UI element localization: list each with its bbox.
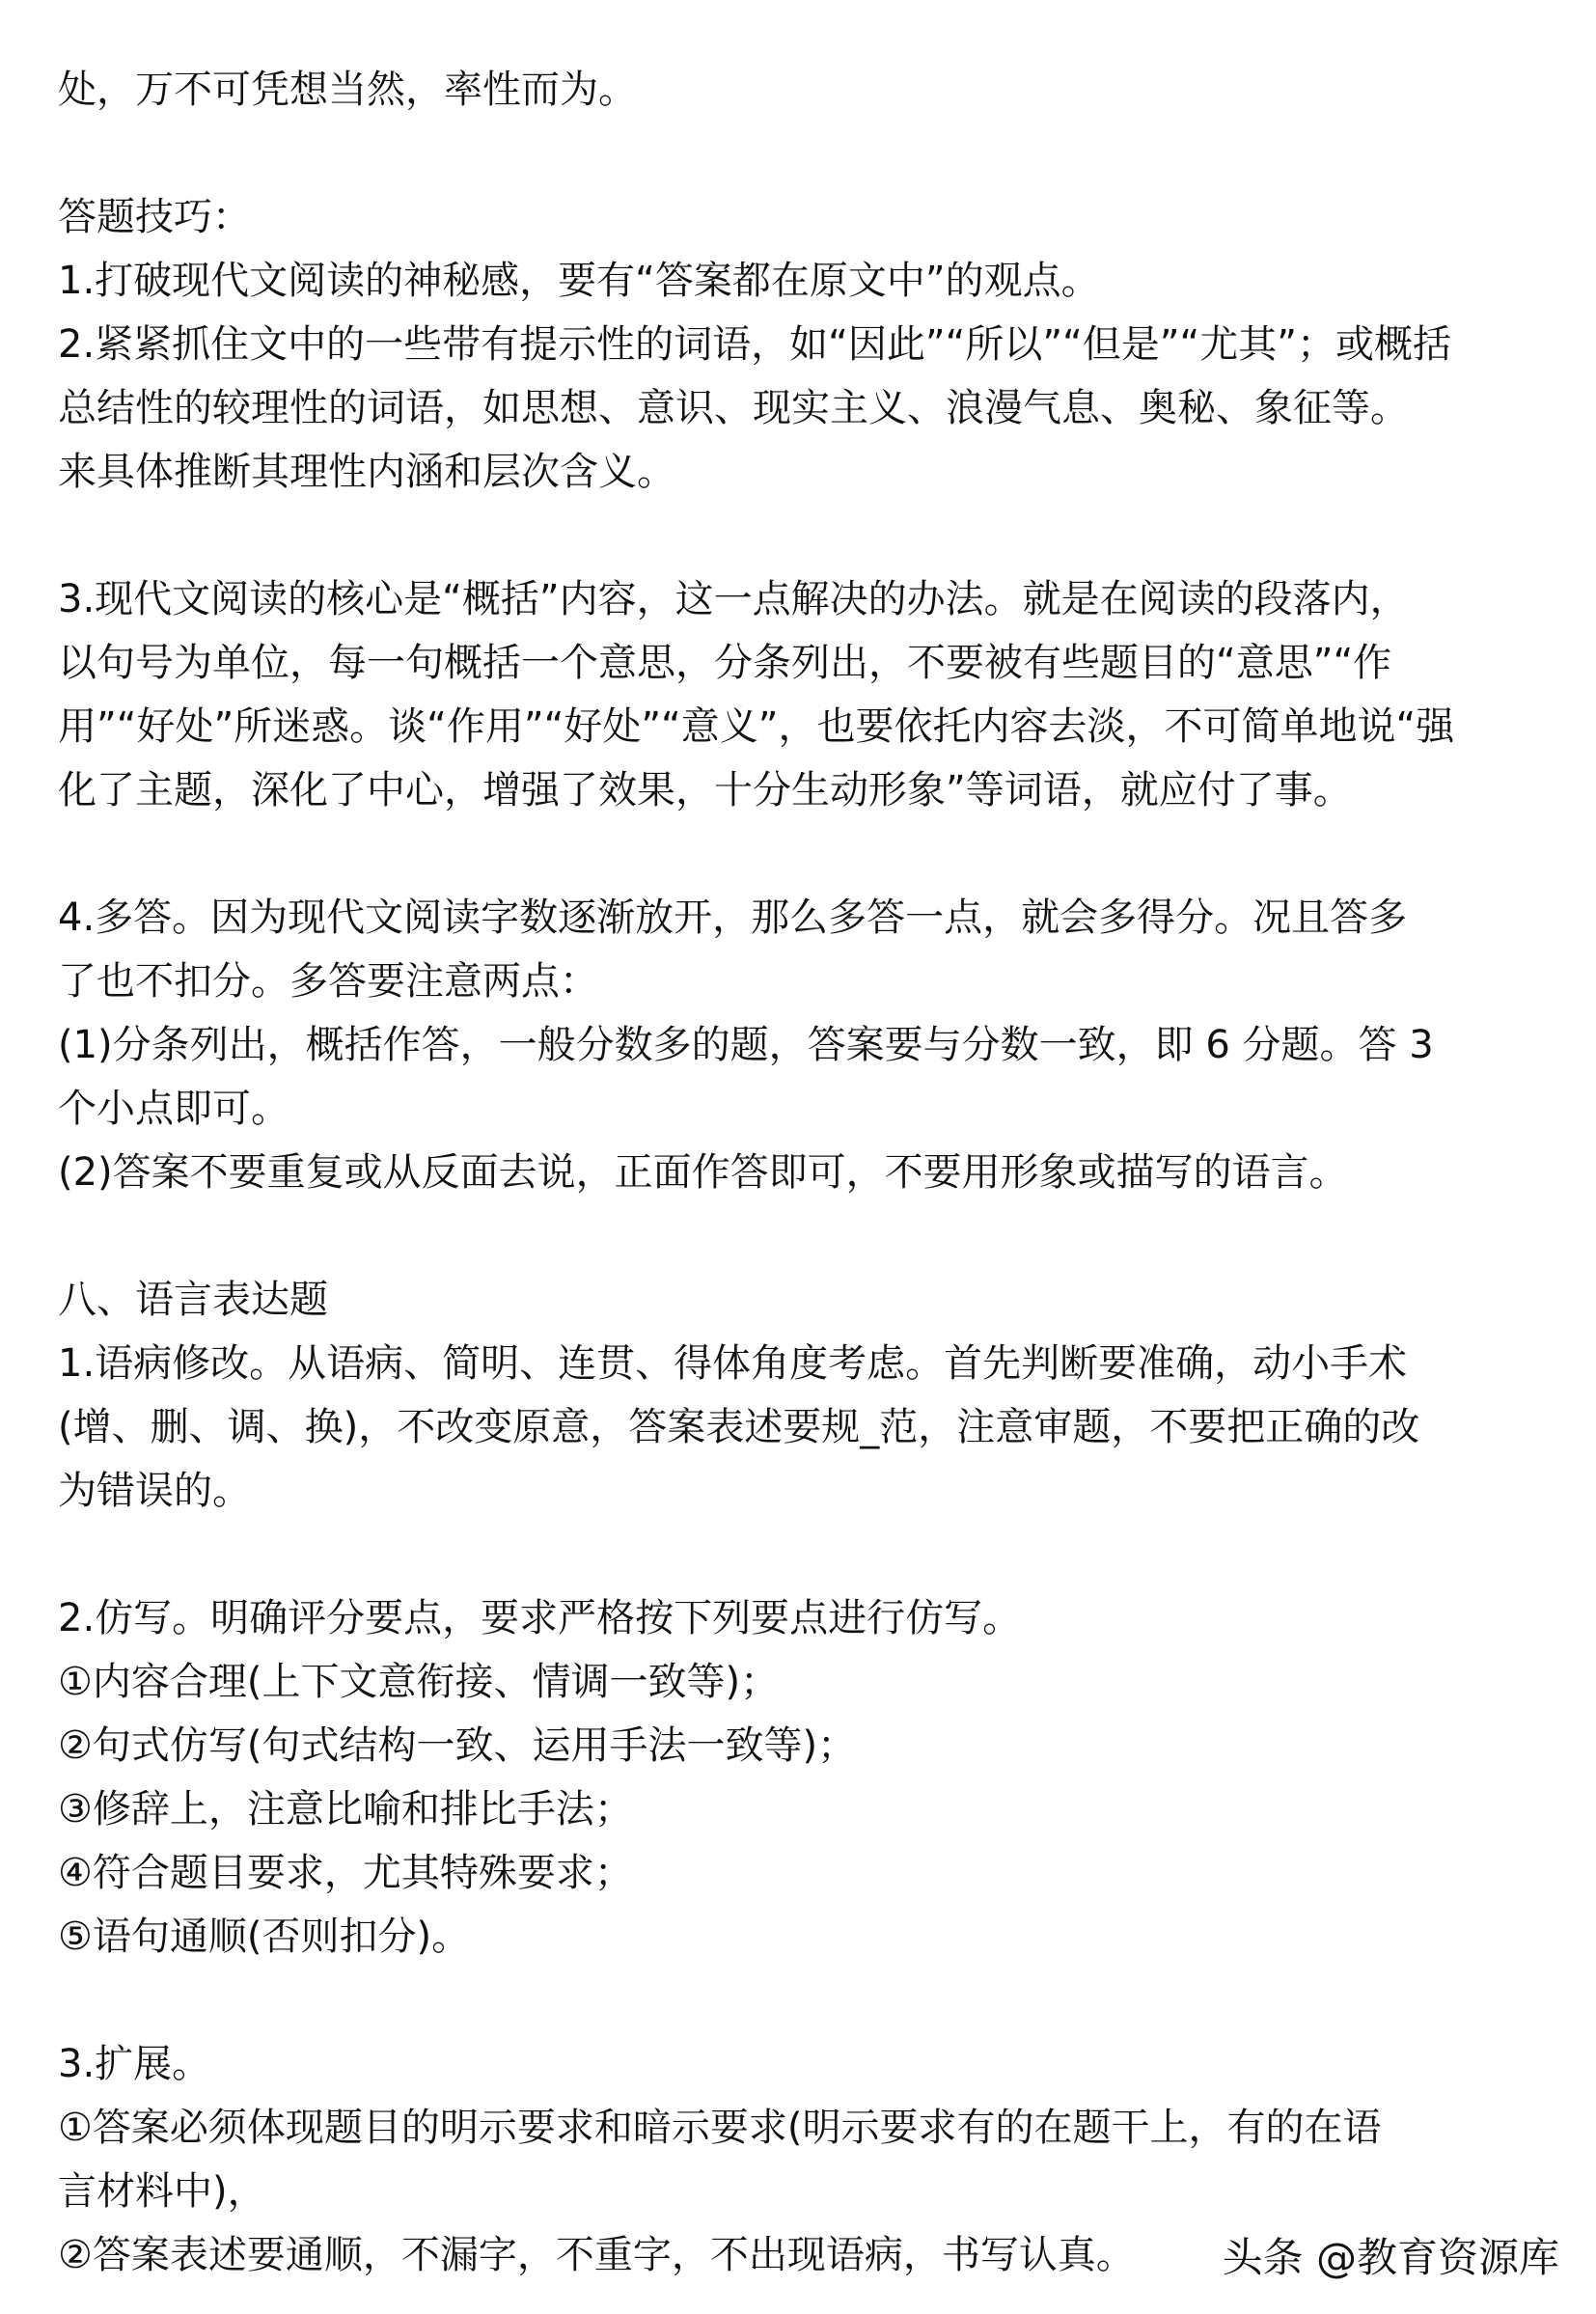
text-line: 个小点即可。 — [58, 1087, 289, 1131]
text-line: 八、语言表达题 — [58, 1278, 328, 1322]
text-line: 3.扩展。 — [58, 2042, 211, 2086]
blank-line — [58, 1969, 1544, 2032]
watermark: 头条 @教育资源库 — [1222, 2234, 1559, 2281]
text-line: 总结性的较理性的词语，如思想、意识、现实主义、浪漫气息、奥秘、象征等。 — [58, 386, 1409, 430]
text-line: (增、删、调、换)，不改变原意，答案表述要规_范，注意审题，不要把正确的改 — [58, 1405, 1420, 1449]
text-line: ③修辞上，注意比喻和排比手法； — [58, 1787, 633, 1832]
text-line: (2)答案不要重复或从反面去说，正面作答即可，不要用形象或描写的语言。 — [58, 1150, 1348, 1195]
text-line: ⑤语句通顺(否则扣分)。 — [58, 1915, 471, 1959]
text-line: 3.现代文阅读的核心是“概括”内容，这一点解决的办法。就是在阅读的段落内， — [58, 577, 1409, 621]
document-body — [58, 58, 1544, 2287]
blank-line — [58, 822, 1544, 886]
text-line: ④符合题目要求，尤其特殊要求； — [58, 1851, 633, 1895]
blank-line — [58, 504, 1544, 567]
text-line: 4.多答。因为现代文阅读字数逐渐放开，那么多答一点，就会多得分。况且答多 — [58, 895, 1408, 940]
text-line: 1.语病修改。从语病、简明、连贯、得体角度考虑。首先判断要准确，动小手术 — [58, 1341, 1408, 1386]
text-line: ②答案表述要通顺，不漏字，不重字，不出现语病，书写认真。 — [58, 2233, 1135, 2277]
text-line: 2.仿写。明确评分要点，要求严格按下列要点进行仿写。 — [58, 1596, 1022, 1640]
text-line: 言材料中)， — [58, 2169, 266, 2214]
blank-line — [58, 1204, 1544, 1268]
text-line: (1)分条列出，概括作答，一般分数多的题，答案要与分数一致，即 6 分题。答 3 — [58, 1023, 1434, 1067]
text-line: 以句号为单位，每一句概括一个意思，分条列出，不要被有些题目的“意思”“作 — [58, 641, 1392, 685]
text-line: 化了主题，深化了中心，增强了效果，十分生动形象”等词语，就应付了事。 — [58, 768, 1352, 813]
text-line: 1.打破现代文阅读的神秘感，要有“答案都在原文中”的观点。 — [58, 259, 1100, 303]
text-line: ①答案必须体现题目的明示要求和暗示要求(明示要求有的在题干上，有的在语 — [58, 2106, 1382, 2150]
text-line: 处，万不可凭想当然，率性而为。 — [58, 68, 637, 112]
text-line: 用”“好处”所迷惑。谈“作用”“好处”“意义”，也要依托内容去淡，不可简单地说“强 — [58, 704, 1455, 749]
text-line: 来具体推断其理性内涵和层次含义。 — [58, 450, 675, 494]
text-line: 为错误的。 — [58, 1469, 251, 1513]
text-line: 答题技巧： — [58, 195, 251, 239]
text-line: 2.紧紧抓住文中的一些带有提示性的词语，如“因此”“所以”“但是”“尤其”；或概括 — [58, 322, 1451, 367]
text-line: 了也不扣分。多答要注意两点： — [58, 959, 598, 1004]
text-line: ②句式仿写(句式结构一致、运用手法一致等)； — [58, 1723, 857, 1768]
blank-line — [58, 122, 1544, 185]
text-line: ①内容合理(上下文意衔接、情调一致等)； — [58, 1660, 780, 1704]
blank-line — [58, 1523, 1544, 1586]
